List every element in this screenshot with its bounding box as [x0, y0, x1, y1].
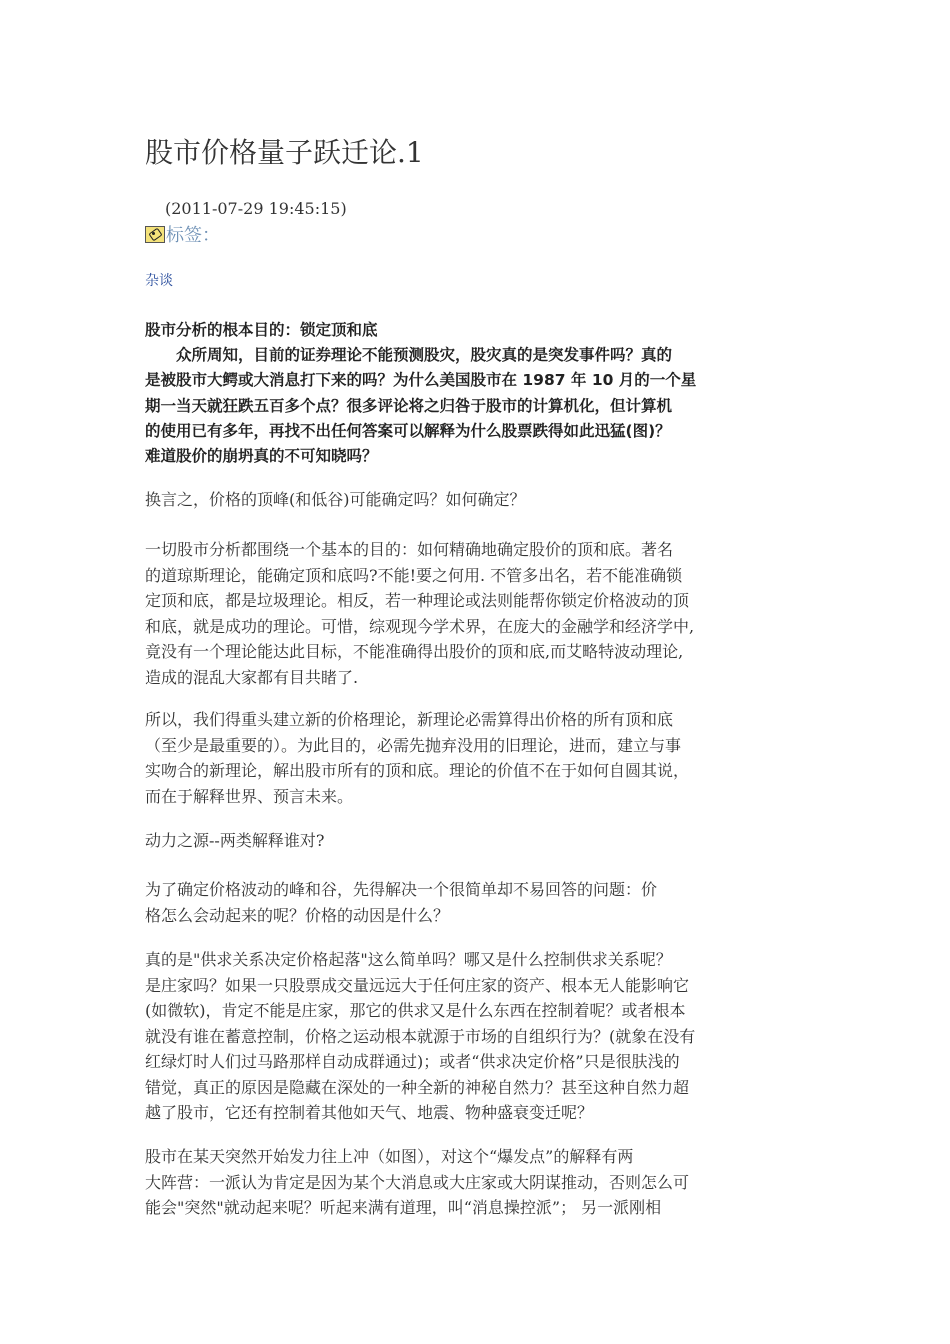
- tags-label: 标签：: [166, 225, 220, 246]
- paragraph-line: 大阵营：一派认为肯定是因为某个大消息或大庄家或大阴谋推动，否则怎么可: [145, 1172, 690, 1192]
- paragraph-line: 所以，我们得重头建立新的价格理论，新理论必需算得出价格的所有顶和底: [145, 710, 674, 729]
- category-link[interactable]: 杂谈: [145, 273, 173, 289]
- paragraph-line: 股市在某天突然开始发力往上冲（如图），对这个“爆发点”的解释有两: [145, 1147, 634, 1166]
- intro-line: 期一当天就狂跌五百多个点？很多评论将之归咎于股市的计算机化，但计算机: [145, 396, 673, 415]
- paragraph-line: 动力之源--两类解释谁对?: [145, 831, 325, 850]
- paragraph-line: 定顶和底，都是垃圾理论。相反，若一种理论或法则能帮你锁定价格波动的顶: [145, 591, 690, 610]
- tag-icon: [145, 226, 165, 243]
- intro-line: 是被股市大鳄或大消息打下来的吗？为什么美国股市在 1987 年 10 月的一个星: [145, 371, 697, 390]
- article-title: 股市价格量子跃迁论.1: [145, 136, 424, 169]
- paragraph-line: 是庄家吗？如果一只股票成交量远远大于任何庄家的资产、根本无人能影响它: [145, 975, 690, 995]
- tags-row: [145, 222, 220, 246]
- paragraph-line: 为了确定价格波动的峰和谷，先得解决一个很简单却不易回答的问题：价: [145, 880, 658, 899]
- intro-heading: 股市分析的根本目的：锁定顶和底: [145, 321, 378, 339]
- paragraph-subheading: [145, 828, 835, 854]
- paragraph-line: 的道琼斯理论，能确定顶和底吗?不能!要之何用. 不管多出名，若不能准确锁: [145, 565, 683, 585]
- paragraph-line: 红绿灯时人们过马路那样自动成群通过)；或者“供求决定价格”只是很肤浅的: [145, 1052, 680, 1071]
- paragraph-line: 一切股市分析都围绕一个基本的目的：如何精确地确定股价的顶和底。著名: [145, 540, 674, 559]
- paragraph-line: 竟没有一个理论能达此目标，不能准确得出股价的顶和底,而艾略特波动理论,: [145, 642, 684, 661]
- paragraph-line: 就没有谁在蓄意控制，价格之运动根本就源于市场的自组织行为？(就象在没有: [145, 1026, 696, 1046]
- paragraph-line: 能会"突然"就动起来呢？听起来满有道理，叫“消息操控派”； 另一派刚相: [145, 1198, 662, 1217]
- paragraph-supply-demand: [145, 947, 835, 1126]
- paragraph-new-theory: [145, 707, 835, 809]
- paragraph-question: [145, 487, 835, 513]
- paragraph-line: 和底，就是成功的理论。可惜，综观现今学术界，在庞大的金融学和经济学中,: [145, 616, 695, 636]
- intro-line: 的使用已有多年，再找不出任何答案可以解释为什么股票跌得如此迅猛(图)？: [145, 421, 671, 440]
- paragraph-line: 造成的混乱大家都有目共睹了.: [145, 667, 359, 687]
- paragraph-line: 越了股市，它还有控制着其他如天气、地震、物种盛衰变迁呢？: [145, 1103, 594, 1122]
- paragraph-line: 格怎么会动起来的呢？价格的动因是什么？: [145, 905, 450, 925]
- intro-line: 难道股价的崩坍真的不可知晓吗？: [145, 447, 378, 466]
- publish-timestamp: (2011-07-29 19:45:15): [165, 199, 347, 218]
- paragraph-line: 实吻合的新理论，解出股市所有的顶和底。理论的价值不在于如何自圆其说，: [145, 761, 690, 780]
- paragraph-line: 真的是"供求关系决定价格起落"这么简单吗？哪又是什么控制供求关系呢？: [145, 950, 672, 969]
- paragraph-line: 换言之，价格的顶峰(和低谷)可能确定吗？如何确定？: [145, 490, 526, 509]
- paragraph-top-bottom: [145, 537, 835, 690]
- paragraph-line: 错觉，真正的原因是隐藏在深处的一种全新的神秘自然力？甚至这种自然力超: [145, 1077, 690, 1097]
- paragraph-breakout: [145, 1144, 835, 1221]
- paragraph-driving-force: [145, 877, 835, 928]
- paragraph-line: 而在于解释世界、预言未来。: [145, 786, 354, 806]
- paragraph-line: （至少是最重要的）。为此目的，必需先抛弃没用的旧理论，进而，建立与事: [145, 735, 682, 755]
- intro-section: [145, 318, 825, 469]
- intro-line: 众所周知，目前的证券理论不能预测股灾，股灾真的是突发事件吗？真的: [145, 346, 673, 365]
- paragraph-line: (如微软)，肯定不能是庄家，那它的供求又是什么东西在控制着呢？或者根本: [145, 1001, 686, 1020]
